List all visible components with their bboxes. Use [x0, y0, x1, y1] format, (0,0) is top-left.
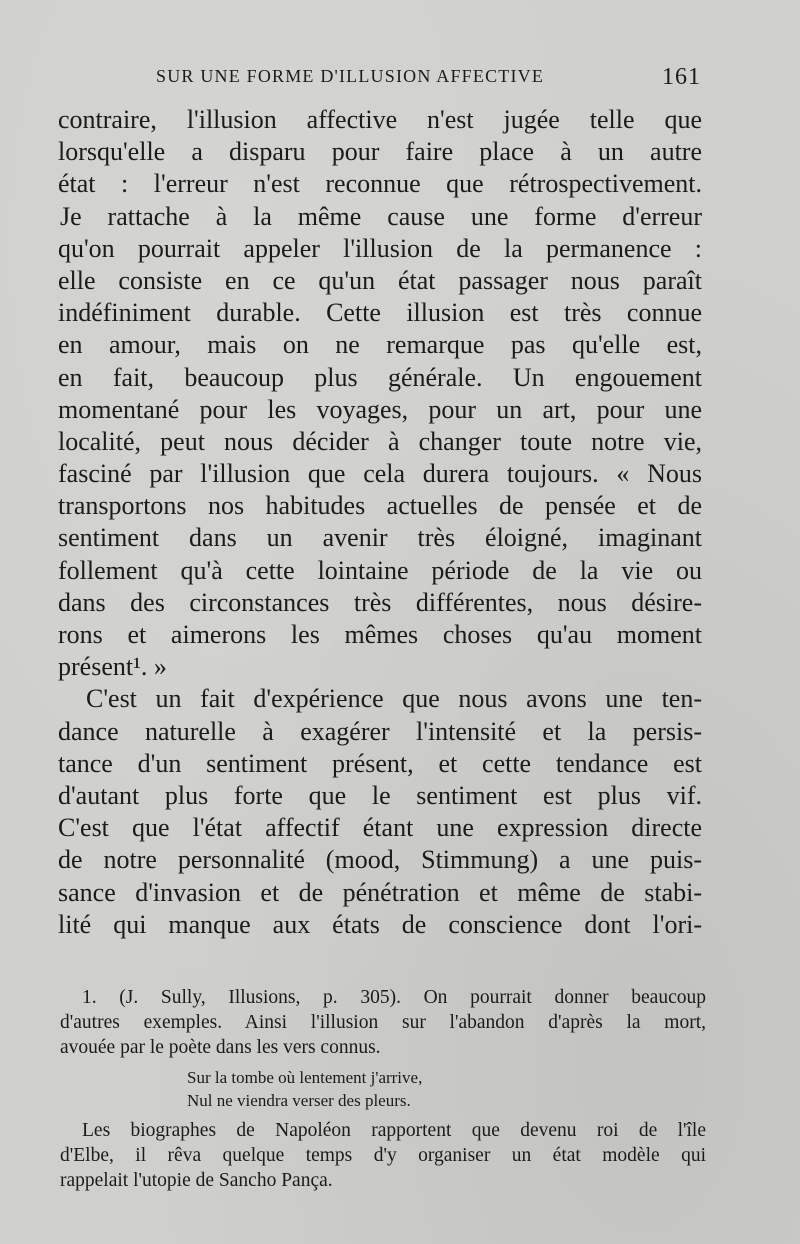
- text-line: indéfiniment durable. Cette illusion est très connue: [58, 298, 702, 328]
- footnote-line: avouée par le poète dans les vers connus.: [60, 1037, 381, 1058]
- footnote-line: Les biographes de Napoléon rapportent que devenu roi de l'île: [82, 1120, 706, 1141]
- verse-line: Nul ne viendra verser des pleurs.: [187, 1091, 411, 1110]
- footnote-line: d'autres exemples. Ainsi l'illusion sur l'abandon d'après la mort,: [60, 1012, 706, 1033]
- text-line: en amour, mais on ne remarque pas qu'elle est,: [58, 330, 702, 360]
- text-line: transportons nos habitudes actuelles de pensée et de: [58, 491, 702, 521]
- text-line: qu'on pourrait appeler l'illusion de la permanence :: [58, 233, 702, 263]
- text-line: C'est que l'état affectif étant une expression directe: [58, 813, 702, 843]
- text-line: de notre personnalité (mood, Stimmung) a une puis-: [58, 845, 702, 875]
- text-line: fasciné par l'illusion que cela durera toujours. « Nous: [58, 459, 702, 489]
- verse-line: Sur la tombe où lentement j'arrive,: [187, 1068, 423, 1087]
- running-head: [156, 66, 701, 96]
- text-line: rons et aimerons les mêmes choses qu'au moment: [58, 620, 702, 649]
- text-line: localité, peut nous décider à changer toute notre vie,: [58, 426, 702, 456]
- text-line: tance d'un sentiment présent, et cette tendance est: [58, 748, 702, 778]
- text-line: lité qui manque aux états de conscience dont l'ori-: [58, 909, 702, 939]
- text-line: présent¹. »: [58, 652, 167, 682]
- paragraph-start-line: Je rattache à la même cause une forme d'erreur: [60, 201, 702, 231]
- text-line: dance naturelle à exagérer l'intensité et la persis-: [58, 716, 702, 746]
- text-line: en fait, beaucoup plus générale. Un engouement: [58, 362, 702, 392]
- text-line: lorsqu'elle a disparu pour faire place à un autre: [58, 137, 702, 167]
- text-line: follement qu'à cette lointaine période de la vie ou: [58, 555, 702, 585]
- text-line: sentiment dans un avenir très éloigné, imaginant: [58, 523, 702, 553]
- text-line: dans des circonstances très différentes, nous désire-: [58, 587, 702, 617]
- footnote-line: 1. (J. Sully, Illusions, p. 305). On pourrait donner beaucoup: [82, 987, 706, 1008]
- footnote-line: rappelait l'utopie de Sancho Pança.: [60, 1170, 333, 1191]
- footnote-line: d'Elbe, il rêva quelque temps d'y organiser un état modèle qui: [60, 1145, 706, 1166]
- running-title: SUR UNE FORME D'ILLUSION AFFECTIVE: [156, 66, 545, 86]
- text-line: sance d'invasion et de pénétration et même de stabi-: [58, 877, 702, 907]
- footnote: [60, 985, 706, 1193]
- text-line: momentané pour les voyages, pour un art, pour une: [58, 394, 702, 424]
- page-number: 161: [662, 64, 701, 90]
- text-line: elle consiste en ce qu'un état passager nous paraît: [58, 265, 702, 295]
- text-line: d'autant plus forte que le sentiment est plus vif.: [58, 780, 702, 810]
- body-text: [58, 104, 702, 941]
- text-line: état : l'erreur n'est reconnue que rétrospectivement.: [58, 169, 702, 199]
- paragraph-start-line: C'est un fait d'expérience que nous avons une ten-: [86, 684, 702, 714]
- text-line: contraire, l'illusion affective n'est jugée telle que: [58, 105, 702, 134]
